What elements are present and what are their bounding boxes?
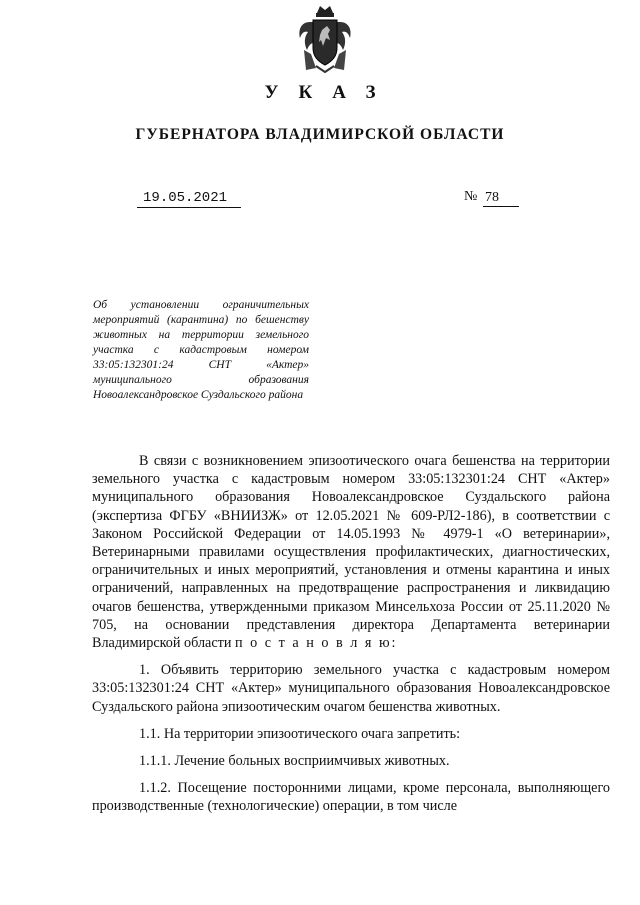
item-1-1-2: 1.1.2. Посещение посторонними лицами, кроме персонала, выполняющего производственные (технологические) операции, в том числе xyxy=(92,780,610,815)
emblem xyxy=(296,4,354,76)
decree-word: п о с т а н о в л я ю: xyxy=(235,635,398,652)
decree-date: 19.05.2021 xyxy=(137,190,241,208)
coat-of-arms-icon xyxy=(296,4,354,76)
item-1-1-1: 1.1.1. Лечение больных восприимчивых животных. xyxy=(139,753,450,770)
decree-number-label: № xyxy=(464,189,478,204)
decree-number: 78 xyxy=(483,189,519,207)
preamble-text: В связи с возникновением эпизоотического очага бешенства на территории земельного участка с кадастровым номером 33:05:132301:24 СНТ «Актер» муниципального образования Новоалександровское Суздальского района (экспертиза ФГБУ «ВНИИЗЖ» от 12.05.2021 № 609-РЛ2-186), в соответствии с Законом Российской Федерации от 14.05.1993 № 4979-1 «О ветеринарии», Ветеринарными правилами осуществления профилактических, диагностических, ограничительных и иных мероприятий, установления и отмены карантина и иных ограничений, направленных на предотвращение распространения и ликвидацию очагов бешенства, утвержденными приказом Минсельхоза России от 25.11.2020 № 705, на основании представления директора Департамента ветеринарии Владимирской области xyxy=(92,453,610,652)
preamble-paragraph xyxy=(92,452,610,652)
document-title: УКАЗ xyxy=(264,82,396,103)
item-1: 1. Объявить территорию земельного участка с кадастровым номером 33:05:132301:24 СНТ «Актер» муниципального образования Новоалександровское Суздальского района эпизоотическим очагом бешенства животных. xyxy=(92,662,610,715)
decree-subject: Об установлении ограничительных мероприятий (карантина) по бешенству животных на территории земельного участка с кадастровым номером 33:05:132301:24 СНТ «Актер» муниципального образования Новоалександровское Суздальского района xyxy=(93,299,309,401)
document-subtitle: ГУБЕРНАТОРА ВЛАДИМИРСКОЙ ОБЛАСТИ xyxy=(135,126,505,143)
item-1-1: 1.1. На территории эпизоотического очага запретить: xyxy=(139,725,461,742)
decree-body xyxy=(92,452,610,825)
